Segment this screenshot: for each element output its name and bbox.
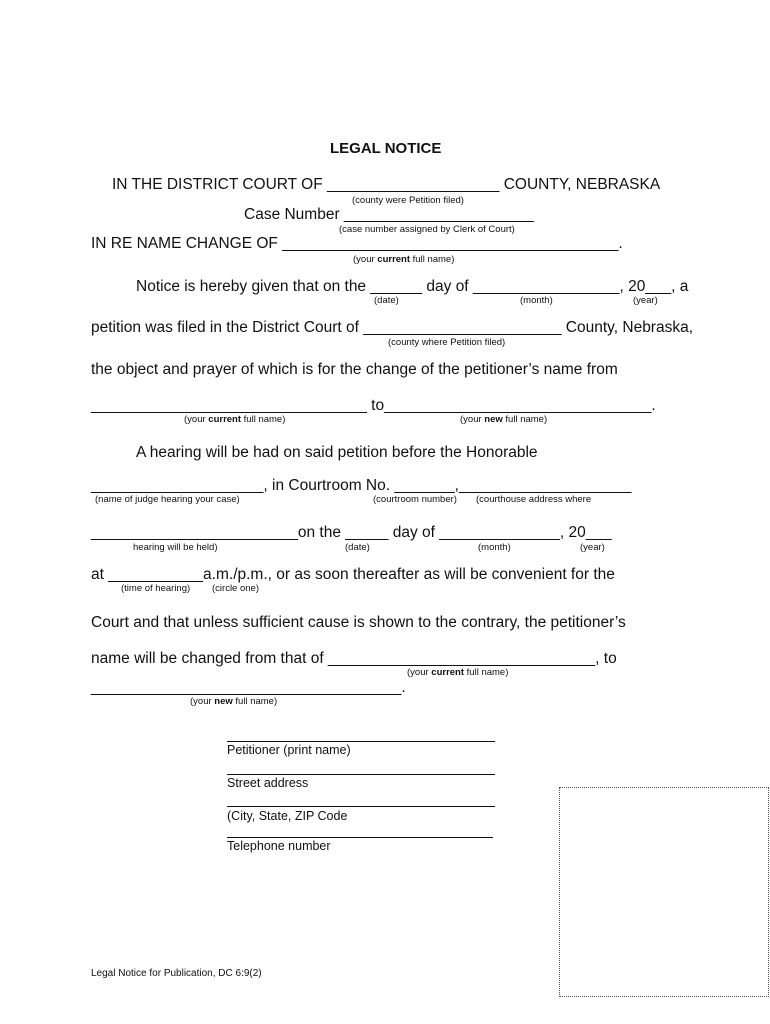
page-title: LEGAL NOTICE	[330, 140, 442, 157]
new-name-caption: (your new full name)	[460, 414, 548, 425]
petitioner-signature-line	[227, 741, 495, 742]
hearing-month-caption: (month)	[478, 542, 511, 553]
petition-caption: (county where Petition filed)	[388, 337, 506, 348]
names-line: ________________________________ to_______________________________.	[91, 397, 656, 414]
notice-line: Notice is hereby given that on the ______ day of _________________, 20___, a	[136, 278, 689, 295]
caption-month: (month)	[520, 295, 553, 306]
new-name-line-caption: (your new full name)	[190, 696, 278, 707]
hearing-date-line: ________________________on the _____ day of ______________, 20___	[91, 524, 612, 541]
circle-caption: (circle one)	[212, 583, 259, 594]
publication-box	[559, 787, 769, 997]
changed-caption: (your current full name)	[407, 667, 509, 678]
address-caption: (courthouse address where	[476, 494, 592, 505]
city-signature-line	[227, 806, 495, 807]
case-number-caption: (case number assigned by Clerk of Court)	[339, 224, 515, 235]
current-name-caption: (your current full name)	[184, 414, 286, 425]
time-caption: (time of hearing)	[121, 583, 191, 594]
object-line: the object and prayer of which is for the change of the petitioner’s name from	[91, 361, 618, 378]
court-line: IN THE DISTRICT COURT OF ____________________ COUNTY, NEBRASKA	[112, 176, 661, 193]
city-label: (City, State, ZIP Code	[227, 809, 348, 823]
street-label: Street address	[227, 776, 309, 790]
footer-label: Legal Notice for Publication, DC 6:9(2)	[91, 968, 262, 979]
county-caption: (county were Petition filed)	[352, 195, 464, 206]
phone-label: Telephone number	[227, 839, 331, 853]
judge-caption: (name of judge hearing your case)	[95, 494, 240, 505]
case-number-line: Case Number ______________________	[244, 206, 534, 223]
petitioner-label: Petitioner (print name)	[227, 743, 351, 757]
hearing-year-caption: (year)	[580, 542, 605, 553]
hearing-line: A hearing will be had on said petition before the Honorable	[136, 444, 538, 461]
hearing-date-caption: (date)	[345, 542, 370, 553]
caption-year: (year)	[633, 295, 658, 306]
changed-line: name will be changed from that of _______________________________, to	[91, 650, 617, 667]
held-caption: hearing will be held)	[133, 542, 218, 553]
courtroom-caption: (courtroom number)	[373, 494, 457, 505]
new-name-line: ____________________________________.	[91, 679, 406, 696]
court-sentence-line: Court and that unless sufficient cause is shown to the contrary, the petitioner’s	[91, 614, 626, 631]
street-signature-line	[227, 774, 495, 775]
time-line: at ___________a.m./p.m., or as soon thereafter as will be convenient for the	[91, 566, 615, 583]
judge-line: ____________________, in Courtroom No. _______,____________________	[91, 477, 632, 494]
caption-date: (date)	[374, 295, 399, 306]
in-re-caption: (your current full name)	[353, 254, 455, 265]
petition-line: petition was filed in the District Court of _______________________ County, Nebraska,	[91, 319, 694, 336]
phone-signature-line	[227, 837, 493, 838]
in-re-line: IN RE NAME CHANGE OF _______________________________________.	[91, 235, 623, 252]
